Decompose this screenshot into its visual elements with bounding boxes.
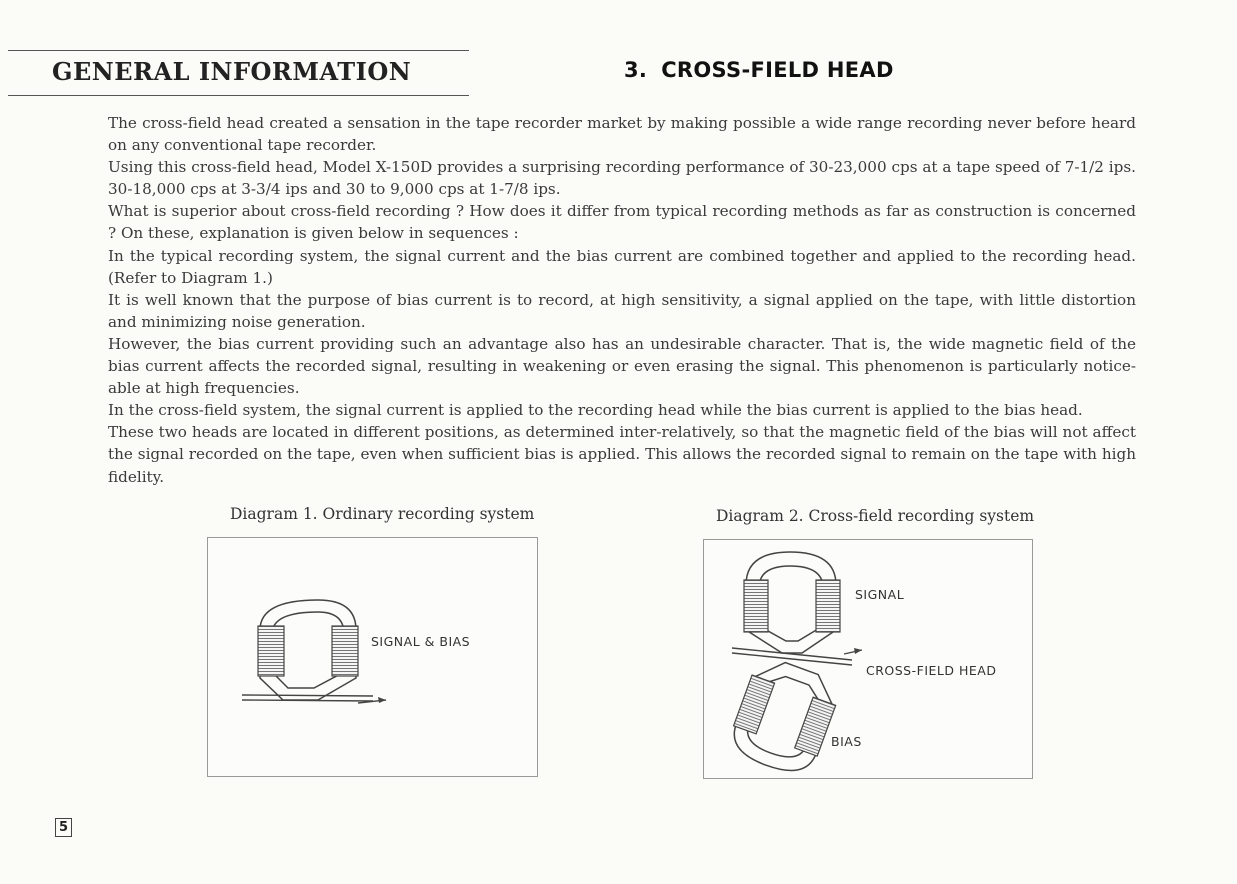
signal-coil-left [744,580,768,632]
section-title-text: CROSS-FIELD HEAD [661,58,894,82]
paragraph-1: The cross-field head created a sensation in the tape recorder market by making possible a wide range recording never before heard on any conventional tape recorder. [108,114,1136,155]
label-signal: SIGNAL [855,587,905,602]
label-cross-field-head: CROSS-FIELD HEAD [866,663,997,678]
paragraph-8: These two heads are located in different positions, as determined inter-relatively, so that the magnetic field of the bias will not affect the signal recorded on the tape, even when sufficient bias is applied. This allows the recorded signal to remain on the tape with high fidelity. [108,423,1136,486]
paragraph-2: Using this cross-field head, Model X-150D provides a surprising recording performance of 30-23,000 cps at a tape speed of 7-1/2 ips. 30-18,000 cps at 3-3/4 ips and 30 to 9,000 cps at 1-7/8 ips. [108,158,1136,199]
diagram-1-figure [207,537,538,777]
diagram-1-caption: Diagram 1. Ordinary recording system [230,505,535,523]
coil-left [258,626,284,676]
diagram-1-drawing [208,538,537,776]
header-box [8,50,469,96]
section-number: 3. [624,58,648,82]
paragraph-6: However, the bias current providing such an advantage also has an undesirable character. That is, the wide magnetic field of the bias current affects the recorded signal, resulting in weakening or even erasing the signal. This phenomenon is particularly notice-able at high frequencies. [108,334,1136,398]
coil-right [332,626,358,676]
page-header-title: GENERAL INFORMATION [52,57,412,86]
label-bias: BIAS [831,734,862,749]
diagram-2-drawing [704,540,1032,778]
signal-coil-right [816,580,840,632]
paragraph-3: What is superior about cross-field recording ? How does it differ from typical recording methods as far as construction is concerned ? On these, explanation is given below in sequences : [108,202,1136,243]
bias-head-core [725,653,844,778]
tape [242,695,373,701]
paragraph-4: In the typical recording system, the signal current and the bias current are combined together and applied to the recording head. (Refer to Diagram 1.) [108,246,1136,287]
paragraph-7: In the cross-field system, the signal current is applied to the recording head while the bias current is applied to the bias head. [108,401,1083,420]
body-text [108,112,1136,488]
paragraph-5: It is well known that the purpose of bias current is to record, at high sensitivity, a signal applied on the tape, with little distortion and minimizing noise generation. [108,290,1136,331]
diagram-2-figure [703,539,1033,779]
section-title [624,58,894,82]
label-signal-bias: SIGNAL & BIAS [371,634,471,649]
tape [732,648,852,665]
page-number: 5 [55,818,72,837]
diagram-2-caption: Diagram 2. Cross-field recording system [716,507,1035,525]
